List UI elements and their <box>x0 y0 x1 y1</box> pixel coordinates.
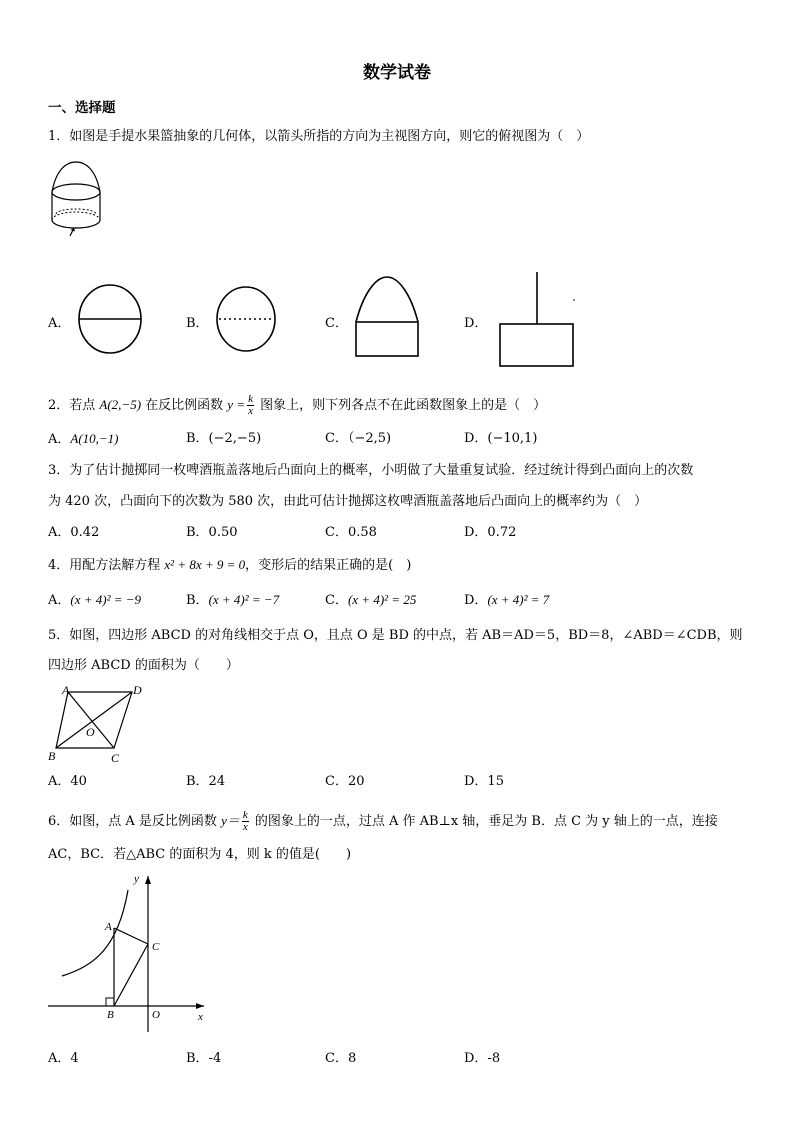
q3-option-a[interactable]: A．0.42 <box>48 525 100 540</box>
question-3-stem-line2: 为 420 次，凸面向下的次数为 580 次，由此可估计抛掷这枚啤酒瓶盖落地后凸面向上的概率约为（ ） <box>48 494 648 509</box>
page-title: 数学试卷 <box>363 63 431 83</box>
q2-option-d[interactable]: D．(−10,1) <box>464 431 538 446</box>
question-3-stem-line1: 3．为了估计抛掷同一枚啤酒瓶盖落地后凸面向上的概率，小明做了大量重复试验．经过统计得到凸面向上的次数 <box>48 463 694 478</box>
label-a: A <box>105 921 112 933</box>
q1-option-d-figure <box>497 270 577 368</box>
q4-option-b[interactable]: B．(x + 4)² = −7 <box>186 592 280 608</box>
q1-option-d[interactable]: D． <box>464 316 488 331</box>
q5-option-a[interactable]: A．40 <box>48 774 87 789</box>
label-b: B <box>107 1009 114 1021</box>
q6-option-a[interactable]: A．4 <box>48 1051 79 1066</box>
q1-option-c[interactable]: C． <box>325 316 348 331</box>
label-b: B <box>48 749 56 763</box>
q1-option-b[interactable]: B． <box>186 316 209 331</box>
q2-option-b[interactable]: B．(−2,−5) <box>186 431 262 446</box>
q5-option-d[interactable]: D．15 <box>464 774 504 789</box>
q3-option-c[interactable]: C．0.58 <box>325 525 377 540</box>
q4-option-a[interactable]: A．(x + 4)² = −9 <box>48 592 142 608</box>
q2-option-c[interactable]: C．（−2,5) <box>325 431 392 446</box>
label-y-axis: y <box>134 873 139 885</box>
label-d: D <box>133 683 142 697</box>
q4-option-c[interactable]: C．(x + 4)² = 25 <box>325 592 417 608</box>
q1-option-a-figure <box>78 284 144 354</box>
q1-option-a[interactable]: A． <box>48 316 71 331</box>
question-1-basket-figure <box>48 160 108 240</box>
question-6-coordinate-figure <box>44 868 214 1038</box>
q2-option-a[interactable]: A．A(10,−1) <box>48 431 119 447</box>
label-o: O <box>152 1009 160 1021</box>
question-5-quadrilateral-figure <box>44 682 144 768</box>
label-o: O <box>86 725 95 739</box>
label-a: A <box>62 683 70 697</box>
section-heading: 一、选择题 <box>48 100 116 116</box>
q6-option-b[interactable]: B．-4 <box>186 1051 222 1066</box>
q5-option-c[interactable]: C．20 <box>325 774 365 789</box>
question-6-stem-line2: AC，BC．若△ABC 的面积为 4，则 k 的值是( ) <box>48 847 352 862</box>
question-4-stem: 4．用配方法解方程 x² + 8x + 9 = 0，变形后的结果正确的是( ) <box>48 557 412 573</box>
question-5-stem-line1: 5．如图，四边形 ABCD 的对角线相交于点 O，且点 O 是 BD 的中点，若 AB＝AD＝5，BD＝8，∠ABD＝∠CDB，则 <box>48 628 743 643</box>
q6-option-c[interactable]: C．8 <box>325 1051 357 1066</box>
fraction-k-over-x: $\frac{k}{x}$ <box>248 393 253 417</box>
fraction-k-over-x-q6: $\frac{k}{x}$ <box>242 809 248 833</box>
q1-option-b-figure <box>216 286 278 354</box>
q5-option-b[interactable]: B．24 <box>186 774 226 789</box>
q6-option-d[interactable]: D．-8 <box>464 1051 501 1066</box>
label-c: C <box>111 751 120 765</box>
q3-option-d[interactable]: D．0.72 <box>464 525 517 540</box>
q1-option-c-figure <box>355 275 421 361</box>
label-c: C <box>152 941 160 953</box>
question-6-stem-line1: 6．如图，点 A 是反比例函数 y＝ $\frac{k}{x}$ 的图象上的一点，过点 A 作 AB⊥x 轴，垂足为 B．点 C 为 y 轴上的一点，连接 <box>48 809 718 833</box>
question-2-stem: 2．若点 A(2,−5) 在反比例函数 y = $\frac{k}{x}$ 图象上，则下列各点不在此函数图象上的是（ ） <box>48 393 547 417</box>
question-1-stem: 1．如图是手提水果篮抽象的几何体，以箭头所指的方向为主视图方向，则它的俯视图为（ ） <box>48 129 590 144</box>
q4-option-d[interactable]: D．(x + 4)² = 7 <box>464 592 550 608</box>
question-5-stem-line2: 四边形 ABCD 的面积为（ ） <box>48 658 239 673</box>
q3-option-b[interactable]: B．0.50 <box>186 525 238 540</box>
label-x-axis: x <box>198 1011 203 1023</box>
